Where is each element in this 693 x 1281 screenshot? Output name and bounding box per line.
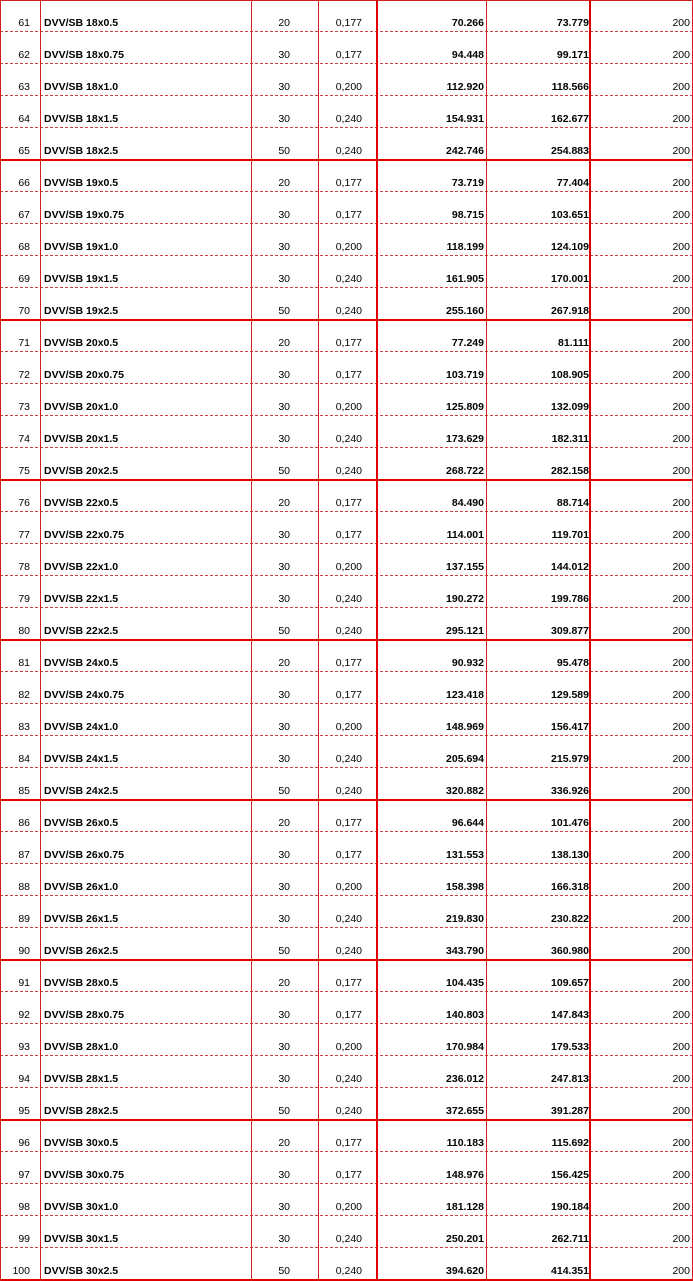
price-1-cell: 173.629: [446, 433, 484, 445]
value-b-cell: 0,240: [335, 625, 362, 637]
price-1-cell: 125.809: [446, 401, 484, 413]
cable-type-cell: DVV/SB 20x1.5: [44, 433, 119, 445]
price-1-cell: 236.012: [446, 1073, 484, 1085]
value-b-cell: 0,177: [335, 497, 362, 509]
value-a-cell: 30: [278, 881, 290, 893]
row-number-cell: 76: [18, 497, 30, 509]
price-2-cell: 144.012: [551, 561, 589, 573]
row-number-cell: 84: [18, 753, 30, 765]
price-1-cell: 114.001: [446, 529, 484, 541]
value-b-cell: 0,177: [335, 1169, 362, 1181]
price-2-cell: 391.287: [551, 1105, 589, 1117]
quantity-cell: 200: [672, 849, 690, 861]
quantity-cell: 200: [672, 113, 690, 125]
row-number-cell: 94: [18, 1073, 30, 1085]
quantity-cell: 200: [672, 561, 690, 573]
quantity-cell: 200: [672, 529, 690, 541]
row-number-cell: 69: [18, 273, 30, 285]
price-2-cell: 170.001: [551, 273, 589, 285]
price-2-cell: 115.692: [551, 1137, 589, 1149]
row-number-cell: 68: [18, 241, 30, 253]
value-b-cell: 0,240: [335, 945, 362, 957]
price-1-cell: 190.272: [446, 593, 484, 605]
cable-type-cell: DVV/SB 18x1.5: [44, 113, 119, 125]
row-number-cell: 74: [18, 433, 30, 445]
value-a-cell: 20: [278, 817, 290, 829]
price-2-cell: 118.566: [551, 81, 589, 93]
row-number-cell: 89: [18, 913, 30, 925]
price-1-cell: 242.746: [446, 145, 484, 157]
price-1-cell: 77.249: [451, 337, 484, 349]
row-number-cell: 81: [18, 657, 30, 669]
value-a-cell: 20: [278, 177, 290, 189]
quantity-cell: 200: [672, 625, 690, 637]
value-a-cell: 30: [278, 273, 290, 285]
cable-type-cell: DVV/SB 19x0.75: [44, 209, 124, 221]
row-number-cell: 87: [18, 849, 30, 861]
row-number-cell: 62: [18, 49, 30, 61]
row-number-cell: 66: [18, 177, 30, 189]
price-2-cell: 282.158: [551, 465, 589, 477]
quantity-cell: 200: [672, 369, 690, 381]
price-1-cell: 320.882: [446, 785, 484, 797]
price-2-cell: 336.926: [551, 785, 589, 797]
value-b-cell: 0,177: [335, 177, 362, 189]
row-number-cell: 82: [18, 689, 30, 701]
value-b-cell: 0,240: [335, 1265, 362, 1277]
price-2-cell: 162.677: [551, 113, 589, 125]
price-2-cell: 138.130: [551, 849, 589, 861]
quantity-cell: 200: [672, 1233, 690, 1245]
price-2-cell: 166.318: [551, 881, 589, 893]
quantity-cell: 200: [672, 881, 690, 893]
price-2-cell: 108.905: [551, 369, 589, 381]
cable-type-cell: DVV/SB 24x1.0: [44, 721, 119, 733]
cable-type-cell: DVV/SB 20x0.75: [44, 369, 124, 381]
row-number-cell: 79: [18, 593, 30, 605]
price-1-cell: 110.183: [446, 1137, 484, 1149]
price-2-cell: 109.657: [551, 977, 589, 989]
quantity-cell: 200: [672, 593, 690, 605]
price-2-cell: 99.171: [556, 49, 589, 61]
price-2-cell: 190.184: [551, 1201, 589, 1213]
row-number-cell: 72: [18, 369, 30, 381]
value-b-cell: 0,177: [335, 529, 362, 541]
row-number-cell: 97: [18, 1169, 30, 1181]
price-2-cell: 73.779: [556, 17, 589, 29]
price-2-cell: 132.099: [551, 401, 589, 413]
row-number-cell: 93: [18, 1041, 30, 1053]
price-2-cell: 199.786: [551, 593, 589, 605]
value-b-cell: 0,240: [335, 145, 362, 157]
value-a-cell: 30: [278, 721, 290, 733]
row-number-cell: 92: [18, 1009, 30, 1021]
row-number-cell: 70: [18, 305, 30, 317]
row-number-cell: 96: [18, 1137, 30, 1149]
quantity-cell: 200: [672, 977, 690, 989]
price-1-cell: 70.266: [451, 17, 484, 29]
price-1-cell: 94.448: [451, 49, 484, 61]
value-a-cell: 50: [278, 305, 290, 317]
column-divider-p2: [589, 0, 591, 1281]
value-a-cell: 30: [278, 1041, 290, 1053]
cable-type-cell: DVV/SB 26x0.75: [44, 849, 124, 861]
price-1-cell: 90.932: [451, 657, 484, 669]
price-1-cell: 158.398: [446, 881, 484, 893]
value-a-cell: 50: [278, 785, 290, 797]
quantity-cell: 200: [672, 689, 690, 701]
cable-type-cell: DVV/SB 28x0.75: [44, 1009, 124, 1021]
cable-type-cell: DVV/SB 30x1.5: [44, 1233, 119, 1245]
quantity-cell: 200: [672, 337, 690, 349]
price-1-cell: 96.644: [451, 817, 484, 829]
cable-type-cell: DVV/SB 22x0.5: [44, 497, 119, 509]
row-number-cell: 83: [18, 721, 30, 733]
price-2-cell: 88.714: [556, 497, 589, 509]
price-1-cell: 250.201: [446, 1233, 484, 1245]
price-2-cell: 179.533: [551, 1041, 589, 1053]
value-a-cell: 30: [278, 529, 290, 541]
value-b-cell: 0,177: [335, 369, 362, 381]
price-1-cell: 148.976: [446, 1169, 484, 1181]
value-a-cell: 50: [278, 625, 290, 637]
price-2-cell: 129.589: [551, 689, 589, 701]
value-b-cell: 0,200: [335, 561, 362, 573]
cable-type-cell: DVV/SB 18x0.75: [44, 49, 124, 61]
row-number-cell: 61: [18, 17, 30, 29]
quantity-cell: 200: [672, 81, 690, 93]
cable-type-cell: DVV/SB 19x2.5: [44, 305, 119, 317]
price-1-cell: 181.128: [446, 1201, 484, 1213]
quantity-cell: 200: [672, 1265, 690, 1277]
price-2-cell: 247.813: [551, 1073, 589, 1085]
quantity-cell: 200: [672, 209, 690, 221]
quantity-cell: 200: [672, 753, 690, 765]
value-b-cell: 0,177: [335, 817, 362, 829]
price-1-cell: 394.620: [446, 1265, 484, 1277]
value-b-cell: 0,240: [335, 465, 362, 477]
price-2-cell: 262.711: [551, 1233, 589, 1245]
value-a-cell: 30: [278, 81, 290, 93]
price-2-cell: 124.109: [551, 241, 589, 253]
row-number-cell: 73: [18, 401, 30, 413]
value-b-cell: 0,240: [335, 1105, 362, 1117]
cable-type-cell: DVV/SB 26x0.5: [44, 817, 119, 829]
cable-type-cell: DVV/SB 22x2.5: [44, 625, 119, 637]
value-b-cell: 0,240: [335, 785, 362, 797]
price-2-cell: 254.883: [551, 145, 589, 157]
value-a-cell: 30: [278, 593, 290, 605]
row-number-cell: 98: [18, 1201, 30, 1213]
price-1-cell: 219.830: [446, 913, 484, 925]
cable-type-cell: DVV/SB 30x1.0: [44, 1201, 119, 1213]
price-1-cell: 372.655: [446, 1105, 484, 1117]
value-a-cell: 30: [278, 1169, 290, 1181]
cable-type-cell: DVV/SB 24x0.75: [44, 689, 124, 701]
cable-type-cell: DVV/SB 22x1.0: [44, 561, 119, 573]
value-b-cell: 0,177: [335, 1009, 362, 1021]
price-2-cell: 414.351: [551, 1265, 589, 1277]
cable-type-cell: DVV/SB 19x0.5: [44, 177, 119, 189]
cable-type-cell: DVV/SB 20x0.5: [44, 337, 119, 349]
column-divider-b: [376, 0, 378, 1281]
value-b-cell: 0,200: [335, 881, 362, 893]
quantity-cell: 200: [672, 1169, 690, 1181]
value-a-cell: 30: [278, 1233, 290, 1245]
quantity-cell: 200: [672, 1201, 690, 1213]
price-2-cell: 182.311: [551, 433, 589, 445]
value-a-cell: 20: [278, 337, 290, 349]
value-b-cell: 0,200: [335, 81, 362, 93]
cable-type-cell: DVV/SB 22x0.75: [44, 529, 124, 541]
price-1-cell: 205.694: [446, 753, 484, 765]
cable-type-cell: DVV/SB 28x2.5: [44, 1105, 119, 1117]
quantity-cell: 200: [672, 721, 690, 733]
value-a-cell: 30: [278, 209, 290, 221]
price-1-cell: 103.719: [446, 369, 484, 381]
value-a-cell: 30: [278, 1073, 290, 1085]
price-2-cell: 147.843: [551, 1009, 589, 1021]
row-number-cell: 78: [18, 561, 30, 573]
value-a-cell: 30: [278, 1009, 290, 1021]
price-1-cell: 161.905: [446, 273, 484, 285]
cable-type-cell: DVV/SB 18x1.0: [44, 81, 119, 93]
cable-type-cell: DVV/SB 28x1.0: [44, 1041, 119, 1053]
quantity-cell: 200: [672, 1009, 690, 1021]
quantity-cell: 200: [672, 945, 690, 957]
row-number-cell: 88: [18, 881, 30, 893]
cable-type-cell: DVV/SB 28x0.5: [44, 977, 119, 989]
price-2-cell: 360.980: [551, 945, 589, 957]
value-a-cell: 30: [278, 689, 290, 701]
price-1-cell: 131.553: [446, 849, 484, 861]
value-a-cell: 50: [278, 1265, 290, 1277]
value-b-cell: 0,177: [335, 209, 362, 221]
quantity-cell: 200: [672, 433, 690, 445]
value-a-cell: 20: [278, 1137, 290, 1149]
value-a-cell: 30: [278, 113, 290, 125]
value-a-cell: 30: [278, 913, 290, 925]
price-2-cell: 309.877: [551, 625, 589, 637]
value-b-cell: 0,240: [335, 113, 362, 125]
value-b-cell: 0,240: [335, 913, 362, 925]
price-2-cell: 119.701: [551, 529, 589, 541]
row-number-cell: 65: [18, 145, 30, 157]
row-number-cell: 67: [18, 209, 30, 221]
row-number-cell: 75: [18, 465, 30, 477]
quantity-cell: 200: [672, 497, 690, 509]
price-1-cell: 112.920: [446, 81, 484, 93]
value-a-cell: 30: [278, 753, 290, 765]
value-b-cell: 0,177: [335, 689, 362, 701]
row-number-cell: 86: [18, 817, 30, 829]
quantity-cell: 200: [672, 145, 690, 157]
value-a-cell: 20: [278, 497, 290, 509]
value-b-cell: 0,200: [335, 721, 362, 733]
cable-type-cell: DVV/SB 30x2.5: [44, 1265, 119, 1277]
price-2-cell: 77.404: [556, 177, 589, 189]
row-number-cell: 95: [18, 1105, 30, 1117]
row-number-cell: 63: [18, 81, 30, 93]
row-number-cell: 99: [18, 1233, 30, 1245]
price-1-cell: 268.722: [446, 465, 484, 477]
quantity-cell: 200: [672, 241, 690, 253]
price-1-cell: 154.931: [446, 113, 484, 125]
cable-type-cell: DVV/SB 26x1.5: [44, 913, 119, 925]
value-a-cell: 50: [278, 145, 290, 157]
price-1-cell: 295.121: [446, 625, 484, 637]
price-2-cell: 81.111: [558, 337, 589, 349]
quantity-cell: 200: [672, 49, 690, 61]
column-divider-no: [40, 0, 41, 1281]
price-1-cell: 84.490: [451, 497, 484, 509]
cable-type-cell: DVV/SB 26x2.5: [44, 945, 119, 957]
value-a-cell: 30: [278, 849, 290, 861]
row-number-cell: 91: [18, 977, 30, 989]
cable-type-cell: DVV/SB 24x1.5: [44, 753, 119, 765]
price-2-cell: 267.918: [551, 305, 589, 317]
cable-type-cell: DVV/SB 24x2.5: [44, 785, 119, 797]
row-number-cell: 77: [18, 529, 30, 541]
price-2-cell: 103.651: [551, 209, 589, 221]
value-a-cell: 30: [278, 49, 290, 61]
cable-type-cell: DVV/SB 18x2.5: [44, 145, 119, 157]
quantity-cell: 200: [672, 785, 690, 797]
value-b-cell: 0,240: [335, 433, 362, 445]
row-number-cell: 85: [18, 785, 30, 797]
value-a-cell: 20: [278, 17, 290, 29]
quantity-cell: 200: [672, 305, 690, 317]
quantity-cell: 200: [672, 1137, 690, 1149]
value-b-cell: 0,177: [335, 49, 362, 61]
value-b-cell: 0,177: [335, 1137, 362, 1149]
row-number-cell: 100: [12, 1265, 30, 1277]
value-b-cell: 0,177: [335, 337, 362, 349]
quantity-cell: 200: [672, 913, 690, 925]
price-1-cell: 123.418: [446, 689, 484, 701]
cable-type-cell: DVV/SB 22x1.5: [44, 593, 119, 605]
value-a-cell: 50: [278, 465, 290, 477]
value-a-cell: 30: [278, 401, 290, 413]
price-2-cell: 101.476: [551, 817, 589, 829]
value-a-cell: 50: [278, 1105, 290, 1117]
value-a-cell: 50: [278, 945, 290, 957]
value-b-cell: 0,200: [335, 241, 362, 253]
cable-type-cell: DVV/SB 19x1.0: [44, 241, 119, 253]
value-b-cell: 0,200: [335, 1201, 362, 1213]
value-b-cell: 0,200: [335, 401, 362, 413]
price-1-cell: 140.803: [446, 1009, 484, 1021]
price-2-cell: 230.822: [551, 913, 589, 925]
row-number-cell: 64: [18, 113, 30, 125]
cable-type-cell: DVV/SB 30x0.5: [44, 1137, 119, 1149]
price-1-cell: 137.155: [446, 561, 484, 573]
quantity-cell: 200: [672, 817, 690, 829]
quantity-cell: 200: [672, 401, 690, 413]
price-1-cell: 255.160: [446, 305, 484, 317]
quantity-cell: 200: [672, 1041, 690, 1053]
row-number-cell: 80: [18, 625, 30, 637]
value-b-cell: 0,240: [335, 1073, 362, 1085]
column-divider-name: [251, 0, 252, 1281]
value-b-cell: 0,177: [335, 17, 362, 29]
value-b-cell: 0,177: [335, 849, 362, 861]
value-b-cell: 0,177: [335, 977, 362, 989]
quantity-cell: 200: [672, 1105, 690, 1117]
price-1-cell: 73.719: [451, 177, 484, 189]
price-1-cell: 170.984: [446, 1041, 484, 1053]
value-b-cell: 0,240: [335, 273, 362, 285]
quantity-cell: 200: [672, 17, 690, 29]
value-b-cell: 0,240: [335, 593, 362, 605]
value-b-cell: 0,177: [335, 657, 362, 669]
price-1-cell: 98.715: [451, 209, 484, 221]
column-divider-left: [0, 0, 1, 1281]
value-b-cell: 0,240: [335, 753, 362, 765]
column-divider-a: [318, 0, 319, 1281]
price-2-cell: 215.979: [551, 753, 589, 765]
price-1-cell: 148.969: [446, 721, 484, 733]
value-b-cell: 0,240: [335, 305, 362, 317]
value-a-cell: 30: [278, 433, 290, 445]
price-2-cell: 156.425: [551, 1169, 589, 1181]
price-2-cell: 95.478: [556, 657, 589, 669]
quantity-cell: 200: [672, 465, 690, 477]
cable-type-cell: DVV/SB 30x0.75: [44, 1169, 124, 1181]
cable-type-cell: DVV/SB 24x0.5: [44, 657, 119, 669]
row-number-cell: 71: [18, 337, 30, 349]
cable-type-cell: DVV/SB 26x1.0: [44, 881, 119, 893]
value-a-cell: 20: [278, 657, 290, 669]
quantity-cell: 200: [672, 177, 690, 189]
value-a-cell: 30: [278, 241, 290, 253]
row-number-cell: 90: [18, 945, 30, 957]
value-a-cell: 30: [278, 369, 290, 381]
quantity-cell: 200: [672, 273, 690, 285]
cable-type-cell: DVV/SB 28x1.5: [44, 1073, 119, 1085]
cable-type-cell: DVV/SB 18x0.5: [44, 17, 119, 29]
cable-type-cell: DVV/SB 19x1.5: [44, 273, 119, 285]
cable-type-cell: DVV/SB 20x2.5: [44, 465, 119, 477]
price-1-cell: 104.435: [446, 977, 484, 989]
value-a-cell: 30: [278, 561, 290, 573]
price-2-cell: 156.417: [551, 721, 589, 733]
price-1-cell: 118.199: [446, 241, 484, 253]
value-b-cell: 0,240: [335, 1233, 362, 1245]
price-1-cell: 343.790: [446, 945, 484, 957]
value-a-cell: 30: [278, 1201, 290, 1213]
column-divider-p1: [486, 0, 487, 1281]
cable-type-cell: DVV/SB 20x1.0: [44, 401, 119, 413]
quantity-cell: 200: [672, 1073, 690, 1085]
value-b-cell: 0,200: [335, 1041, 362, 1053]
quantity-cell: 200: [672, 657, 690, 669]
value-a-cell: 20: [278, 977, 290, 989]
